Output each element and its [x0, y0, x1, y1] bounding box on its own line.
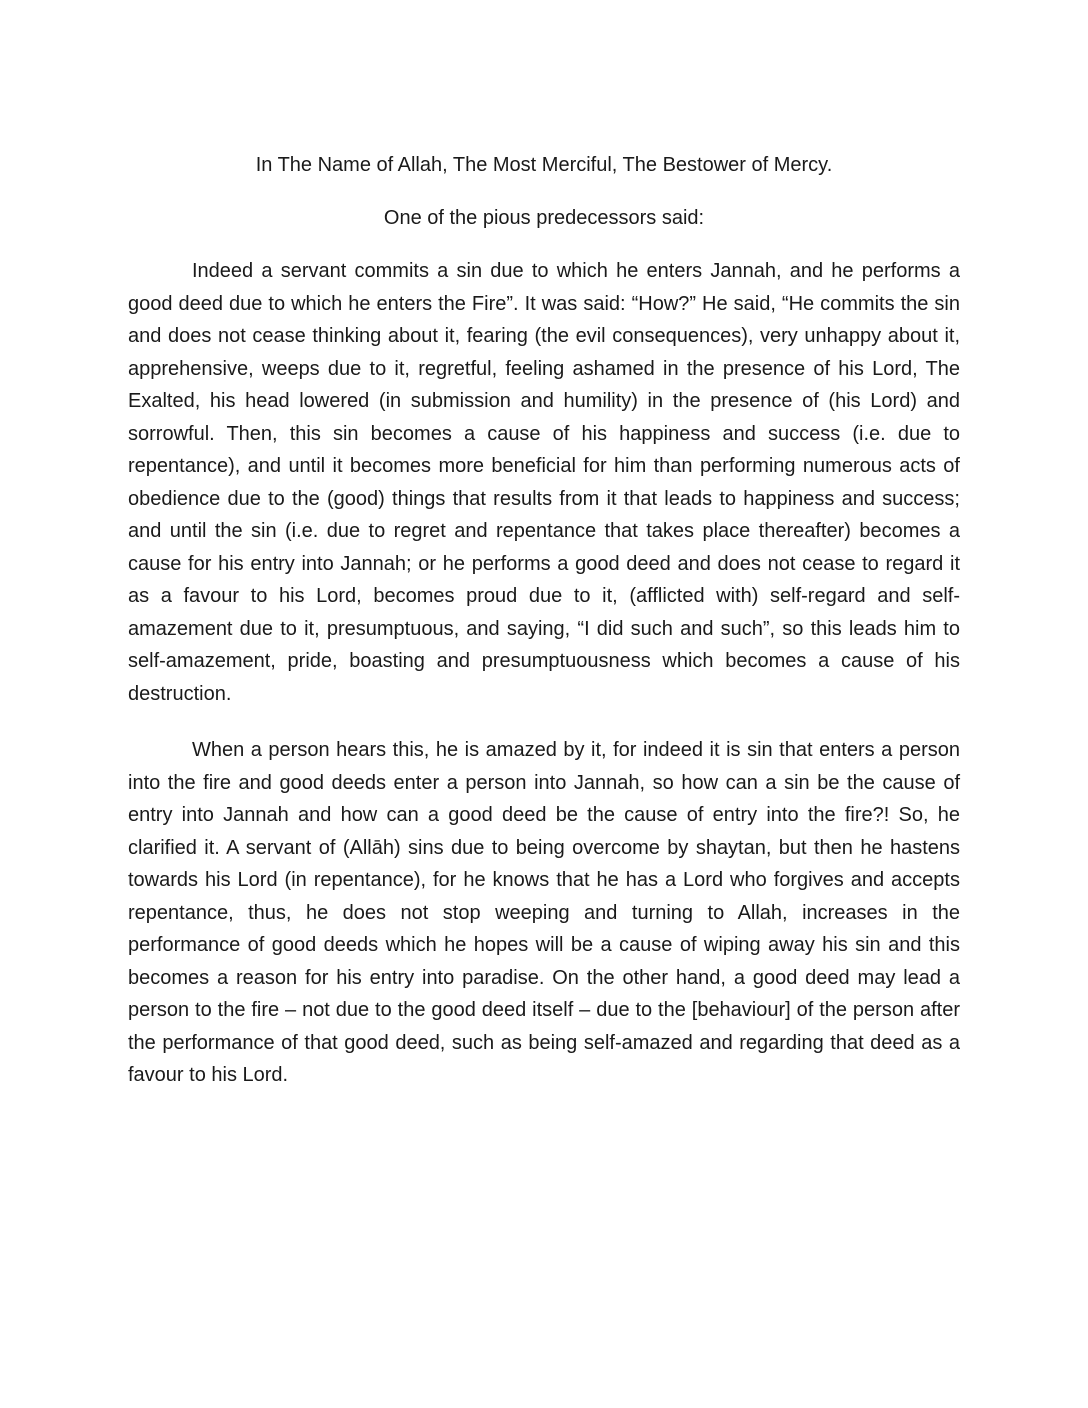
- document-body: [128, 149, 960, 1092]
- document-heading: In The Name of Allah, The Most Merciful, The Bestower of Mercy.: [255, 154, 833, 176]
- paragraph-1: Indeed a servant commits a sin due to which he enters Jannah, and he performs a good deed due to which he enters the Fire”. It was said: “How?” He said, “He commits the sin and does not cease thinking about it, fearing (the evil consequences), very unhappy about it, apprehensive, weeps due to it, regretful, feeling ashamed in the presence of his Lord, The Exalted, his head lowered (in submission and humility) in the presence of (his Lord) and sorrowful. Then, this sin becomes a cause of his happiness and success (i.e. due to repentance), and until it becomes more beneficial for him than performing numerous acts of obedience due to the (good) things that results from it that leads to happiness and success; and until the sin (i.e. due to regret and repentance that takes place thereafter) becomes a cause for his entry into Jannah; or he performs a good deed and does not cease to regard it as a favour to his Lord, becomes proud due to it, (afflicted with) self-regard and self-amazement due to it, presumptuous, and saying, “I did such and such”, so this leads him to self-amazement, pride, boasting and presumptuousness which becomes a cause of his destruction.: [128, 260, 960, 705]
- paragraph-2: When a person hears this, he is amazed by it, for indeed it is sin that enters a person into the fire and good deeds enter a person into Jannah, so how can a sin be the cause of entry into Jannah and how can a good deed be the cause of entry into the fire?! So, he clarified it. A servant of (Allāh) sins due to being overcome by shaytan, but then he hastens towards his Lord (in repentance), for he knows that he has a Lord who forgives and accepts repentance, thus, he does not stop weeping and turning to Allah, increases in the performance of good deeds which he hopes will be a cause of wiping away his sin and this becomes a reason for his entry into paradise. On the other hand, a good deed may lead a person to the fire – not due to the good deed itself – due to the [behaviour] of the person after the performance of that good deed, such as being self-amazed and regarding that deed as a favour to his Lord.: [128, 739, 960, 1086]
- document-subheading: One of the pious predecessors said:: [383, 207, 705, 229]
